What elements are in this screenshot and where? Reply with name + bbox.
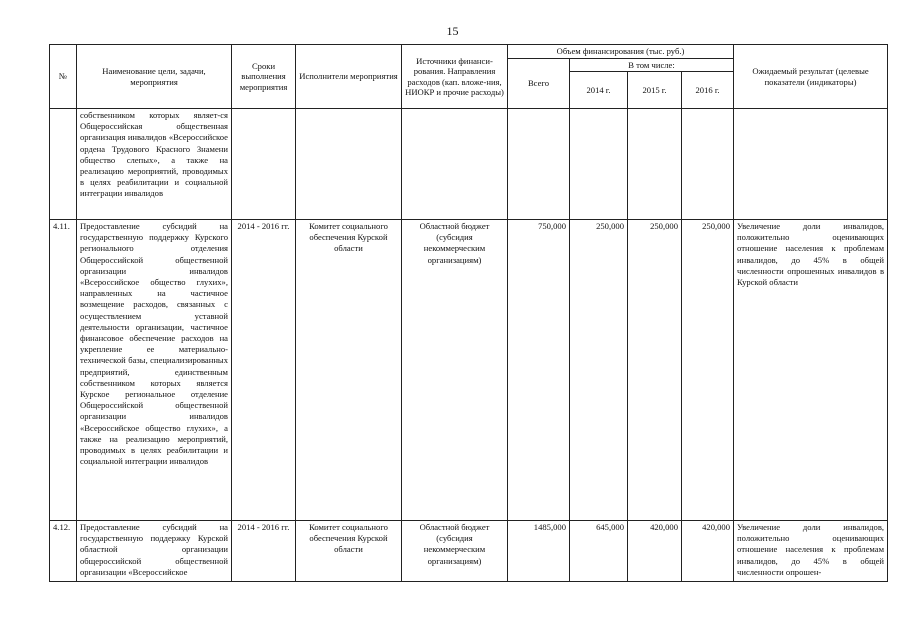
cell-source: Областной бюджет (субсидия некоммерческим организациям) [402,521,508,582]
cell-num: 4.11. [50,220,77,521]
header-executors: Исполнители мероприятия [296,45,402,109]
program-table [49,44,888,582]
cell-num [50,109,77,220]
header-2015: 2015 г. [628,72,682,109]
cell-2014: 250,000 [570,220,628,521]
cell-2016 [682,109,734,220]
cell-2014: 645,000 [570,521,628,582]
header-total: Всего [508,58,570,109]
header-num: № [50,45,77,109]
table-row [50,521,888,582]
header-term: Сроки выполнения мероприятия [232,45,296,109]
cell-2015: 250,000 [628,220,682,521]
cell-source: Областной бюджет (субсидия некоммерческим организациям) [402,220,508,521]
cell-term: 2014 - 2016 гг. [232,220,296,521]
cell-2015 [628,109,682,220]
page-number: 15 [446,24,459,38]
header-including: В том числе: [570,58,734,72]
cell-name: Предоставление субсидий на государственную поддержку Курского регионального отделения Общероссийской общественной организации инвалидов «Всероссийское общество глухих», направленных на частичное возмещение расходов, связанных с осуществлением уставной деятельности организации, частичное финансовое обеспечение расходов на укрепление ее материально-технической базы, специализированных предприятий, единственным собственником которых является Курское региональное отделение Общероссийской общественной организации инвалидов «Всероссийское общество глухих», а также на реализацию мероприятий, проводимых в целях реабилитации и социальной интеграции инвалидов [77,220,232,521]
cell-executor: Комитет социального обеспечения Курской области [296,521,402,582]
table-row-continuation [50,109,888,220]
header-name: Наименование цели, задачи, мероприятия [77,45,232,109]
cell-executor [296,109,402,220]
cell-source [402,109,508,220]
table-header [50,45,888,109]
cell-result: Увеличение доли инвалидов, положительно оценивающих отношение населения к проблемам инвалидов, до 45% в общей численности опрошен- [734,521,888,582]
cell-name: собственником которых являет-ся Общероссийская общественная организация инвалидов «Всероссийское ордена Трудового Красного Знамени общество слепых», а также на реализацию мероприятий, проводимых в целях реабилитации и социальной интеграции инвалидов [77,109,232,220]
cell-total: 1485,000 [508,521,570,582]
cell-num: 4.12. [50,521,77,582]
table-row [50,220,888,521]
header-sources: Источники финанси-рования. Направления расходов (кап. вложе-ния, НИОКР и прочие расходы) [402,45,508,109]
cell-2015: 420,000 [628,521,682,582]
cell-total: 750,000 [508,220,570,521]
cell-executor: Комитет социального обеспечения Курской области [296,220,402,521]
cell-result: Увеличение доли инвалидов, положительно оценивающих отношение населения к проблемам инвалидов, до 45% в общей численности опрошенных инвалидов в Курской области [734,220,888,521]
cell-term [232,109,296,220]
cell-term: 2014 - 2016 гг. [232,521,296,582]
header-result: Ожидаемый результат (целевые показатели (индикаторы) [734,45,888,109]
cell-2016: 250,000 [682,220,734,521]
cell-2014 [570,109,628,220]
header-funding-volume: Объем финансирования (тыс. руб.) [508,45,734,59]
cell-name: Предоставление субсидий на государственную поддержку Курской областной организации общероссийской общественной организации «Всероссийское [77,521,232,582]
cell-2016: 420,000 [682,521,734,582]
header-2016: 2016 г. [682,72,734,109]
cell-total [508,109,570,220]
cell-result [734,109,888,220]
header-2014: 2014 г. [570,72,628,109]
